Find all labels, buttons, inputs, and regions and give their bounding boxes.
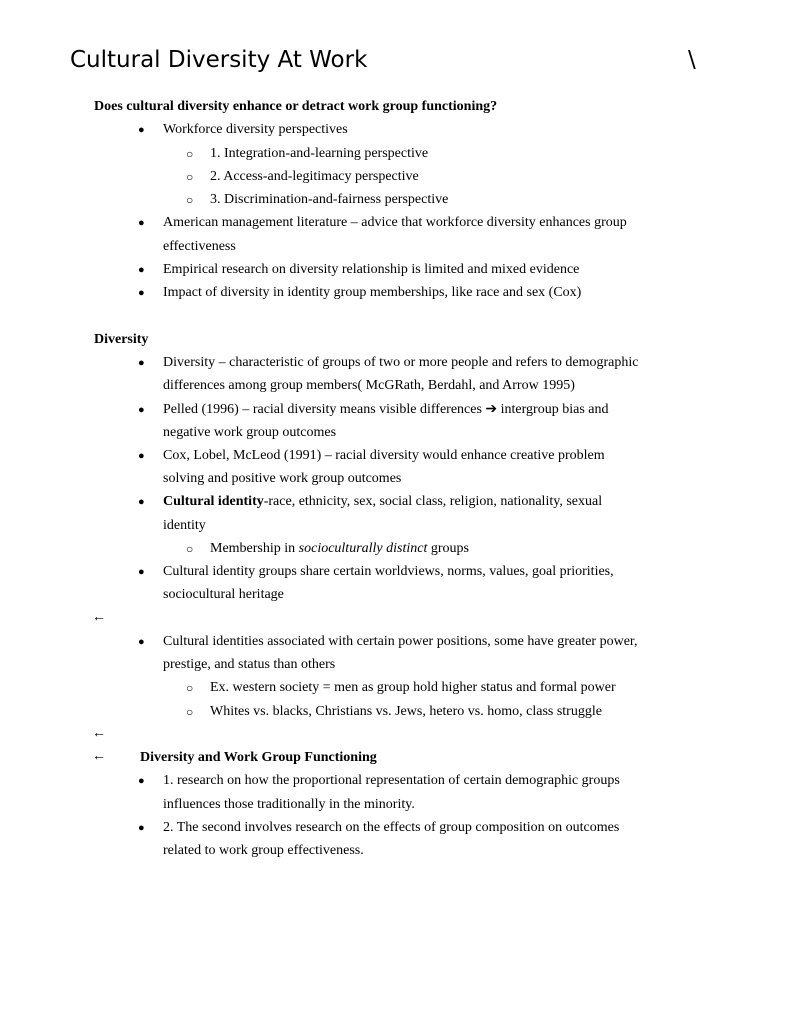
document-title: Cultural Diversity At Work bbox=[70, 47, 368, 73]
list-item: Diversity – characteristic of groups of two or more people and refers to demographic bbox=[163, 355, 639, 370]
circle-bullet-icon: ○ bbox=[186, 705, 194, 719]
bold-term: Cultural identity bbox=[163, 494, 264, 509]
list-item-continuation: differences among group members( McGRath, Berdahl, and Arrow 1995) bbox=[163, 378, 575, 393]
list-item-continuation: related to work group effectiveness. bbox=[163, 843, 364, 858]
sub-list-item: Ex. western society = men as group hold higher status and formal power bbox=[210, 680, 616, 695]
left-arrow-icon: ← bbox=[92, 610, 106, 625]
section-heading-question: Does cultural diversity enhance or detract work group functioning? bbox=[94, 99, 498, 114]
list-item: Impact of diversity in identity group memberships, like race and sex (Cox) bbox=[163, 285, 582, 300]
list-item bbox=[163, 493, 602, 511]
sub-list-item: 1. Integration-and-learning perspective bbox=[210, 146, 429, 161]
bullet-icon: ● bbox=[138, 264, 145, 276]
circle-bullet-icon: ○ bbox=[186, 193, 194, 207]
list-item-text: -race, ethnicity, sex, social class, religion, nationality, sexual bbox=[263, 494, 603, 509]
list-item-continuation: identity bbox=[163, 518, 206, 533]
list-item bbox=[163, 401, 609, 419]
section-heading-work-group: Diversity and Work Group Functioning bbox=[140, 750, 377, 765]
circle-bullet-icon: ○ bbox=[186, 147, 194, 161]
list-item-continuation: negative work group outcomes bbox=[163, 425, 337, 440]
circle-bullet-icon: ○ bbox=[186, 681, 194, 695]
list-item: American management literature – advice that workforce diversity enhances group bbox=[163, 215, 627, 230]
list-item-continuation: solving and positive work group outcomes bbox=[163, 471, 402, 486]
list-item: 2. The second involves research on the effects of group composition on outcomes bbox=[163, 820, 620, 835]
list-item-text: intergroup bias and bbox=[497, 402, 609, 417]
bullet-icon: ● bbox=[138, 775, 145, 787]
list-item: 1. research on how the proportional representation of certain demographic groups bbox=[163, 773, 620, 788]
left-arrow-icon: ← bbox=[92, 726, 106, 741]
title-backslash: \ bbox=[688, 47, 696, 73]
section-heading-diversity: Diversity bbox=[94, 332, 149, 347]
list-item: Workforce diversity perspectives bbox=[163, 122, 348, 137]
list-item: Cultural identity groups share certain worldviews, norms, values, goal priorities, bbox=[163, 564, 614, 579]
bullet-icon: ● bbox=[138, 450, 145, 462]
list-item-continuation: sociocultural heritage bbox=[163, 587, 284, 602]
circle-bullet-icon: ○ bbox=[186, 170, 194, 184]
right-arrow-icon: ➔ bbox=[485, 402, 498, 417]
list-item-continuation: effectiveness bbox=[163, 239, 236, 254]
bullet-icon: ● bbox=[138, 822, 145, 834]
list-item: Cox, Lobel, McLeod (1991) – racial diversity would enhance creative problem bbox=[163, 448, 605, 463]
sub-list-item bbox=[210, 540, 469, 558]
bullet-icon: ● bbox=[138, 217, 145, 229]
list-item: Cultural identities associated with certain power positions, some have greater power, bbox=[163, 634, 638, 649]
bullet-icon: ● bbox=[138, 566, 145, 578]
list-item-continuation: influences those traditionally in the minority. bbox=[163, 797, 415, 812]
sub-list-item: 2. Access-and-legitimacy perspective bbox=[210, 169, 419, 184]
bullet-icon: ● bbox=[138, 496, 145, 508]
bullet-icon: ● bbox=[138, 404, 145, 416]
list-item: Empirical research on diversity relationship is limited and mixed evidence bbox=[163, 262, 580, 277]
sub-list-item: Whites vs. blacks, Christians vs. Jews, hetero vs. homo, class struggle bbox=[210, 704, 602, 719]
sub-list-item: 3. Discrimination-and-fairness perspective bbox=[210, 192, 449, 207]
list-item-continuation: prestige, and status than others bbox=[163, 657, 336, 672]
bullet-icon: ● bbox=[138, 124, 145, 136]
sub-list-item-text: Membership in bbox=[210, 541, 299, 556]
left-arrow-icon: ← bbox=[92, 749, 106, 764]
bullet-icon: ● bbox=[138, 357, 145, 369]
bullet-icon: ● bbox=[138, 636, 145, 648]
list-item-text: Pelled (1996) – racial diversity means visible differences bbox=[163, 402, 486, 417]
bullet-icon: ● bbox=[138, 287, 145, 299]
circle-bullet-icon: ○ bbox=[186, 542, 194, 556]
sub-list-item-text: groups bbox=[427, 541, 469, 556]
italic-term: socioculturally distinct bbox=[298, 541, 428, 556]
